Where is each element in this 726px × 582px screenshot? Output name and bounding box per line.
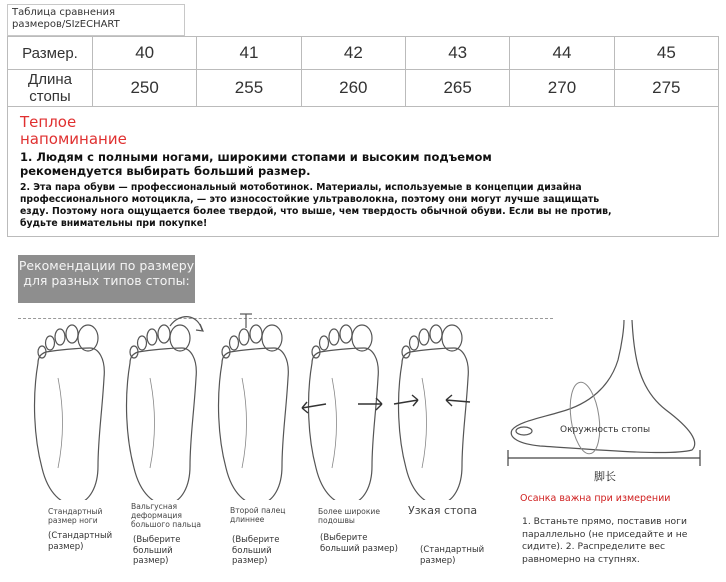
foot-standard-label: Стандартный размер ноги xyxy=(48,507,103,525)
size-cell: 41 xyxy=(197,37,301,70)
foot-side-view-icon xyxy=(508,320,700,466)
foot-hallux-label: Вальгусная деформация большого пальца xyxy=(131,502,202,529)
recommendation-banner: Рекомендации по размеру для разных типов стопы: xyxy=(18,255,195,303)
foot-narrow-label: Узкая стопа xyxy=(408,504,478,517)
size-table xyxy=(7,36,719,107)
length-label: 脚长 xyxy=(594,470,616,483)
size-cell: 40 xyxy=(93,37,197,70)
foot-hallux-advice: (Выберите больший размер) xyxy=(133,535,181,566)
notice-heading: Теплое напоминание xyxy=(20,113,127,148)
size-row xyxy=(8,37,719,70)
notice-point-1: 1. Людям с полными ногами, широкими стопами и высоким подъемом рекомендуется выбирать больший размер. xyxy=(20,150,492,178)
size-row-header: Размер. xyxy=(8,37,93,70)
length-cell: 260 xyxy=(301,70,405,107)
length-cell: 275 xyxy=(614,70,718,107)
measurement-heading: Осанка важна при измерении xyxy=(520,493,671,504)
foot-narrow-advice: (Стандартный размер) xyxy=(420,545,485,566)
length-cell: 270 xyxy=(510,70,614,107)
foot-narrow-icon xyxy=(394,325,470,500)
size-cell: 42 xyxy=(301,37,405,70)
foot-standard-icon xyxy=(35,325,105,500)
foot-hallux-valgus-icon xyxy=(127,317,203,500)
foot-second-toe-advice: (Выберите больший размер) xyxy=(232,535,280,566)
length-cell: 265 xyxy=(405,70,509,107)
measurement-instructions: 1. Встаньте прямо, поставив ноги параллельно (не приседайте и не сидите). 2. Распределите вес равномерно на ступнях. xyxy=(522,516,688,565)
foot-wide-sole-icon xyxy=(302,325,382,500)
foot-wide-advice: (Выберите больший размер) xyxy=(320,533,398,554)
circumference-label: Окружность стопы xyxy=(560,425,651,435)
notice-box xyxy=(7,106,719,237)
size-cell: 44 xyxy=(510,37,614,70)
foot-wide-label: Более широкие подошвы xyxy=(318,507,381,525)
length-cell: 255 xyxy=(197,70,301,107)
size-cell: 45 xyxy=(614,37,718,70)
foot-long-second-toe-icon xyxy=(219,314,289,500)
foot-second-toe-label: Второй палец длиннее xyxy=(230,506,286,524)
length-row xyxy=(8,70,719,107)
foot-standard-advice: (Стандартный размер) xyxy=(48,531,113,552)
length-cell: 250 xyxy=(93,70,197,107)
size-chart-title: Таблица сравнения размеров/SIzECHART xyxy=(7,4,185,36)
notice-point-2: 2. Эта пара обуви — профессиональный мотоботинок. Материалы, используемые в концепции дизайна профессионального мотоцикла, — это износостойкие ультраволокна, поэтому они могут лучше защищать езду. Поэтому нога ощущается более твердой, что выше, чем твердость обычной обуви. Если вы не против, будьте внимательны при покупке! xyxy=(20,182,612,229)
length-row-header: Длина стопы xyxy=(8,70,93,107)
size-cell: 43 xyxy=(405,37,509,70)
